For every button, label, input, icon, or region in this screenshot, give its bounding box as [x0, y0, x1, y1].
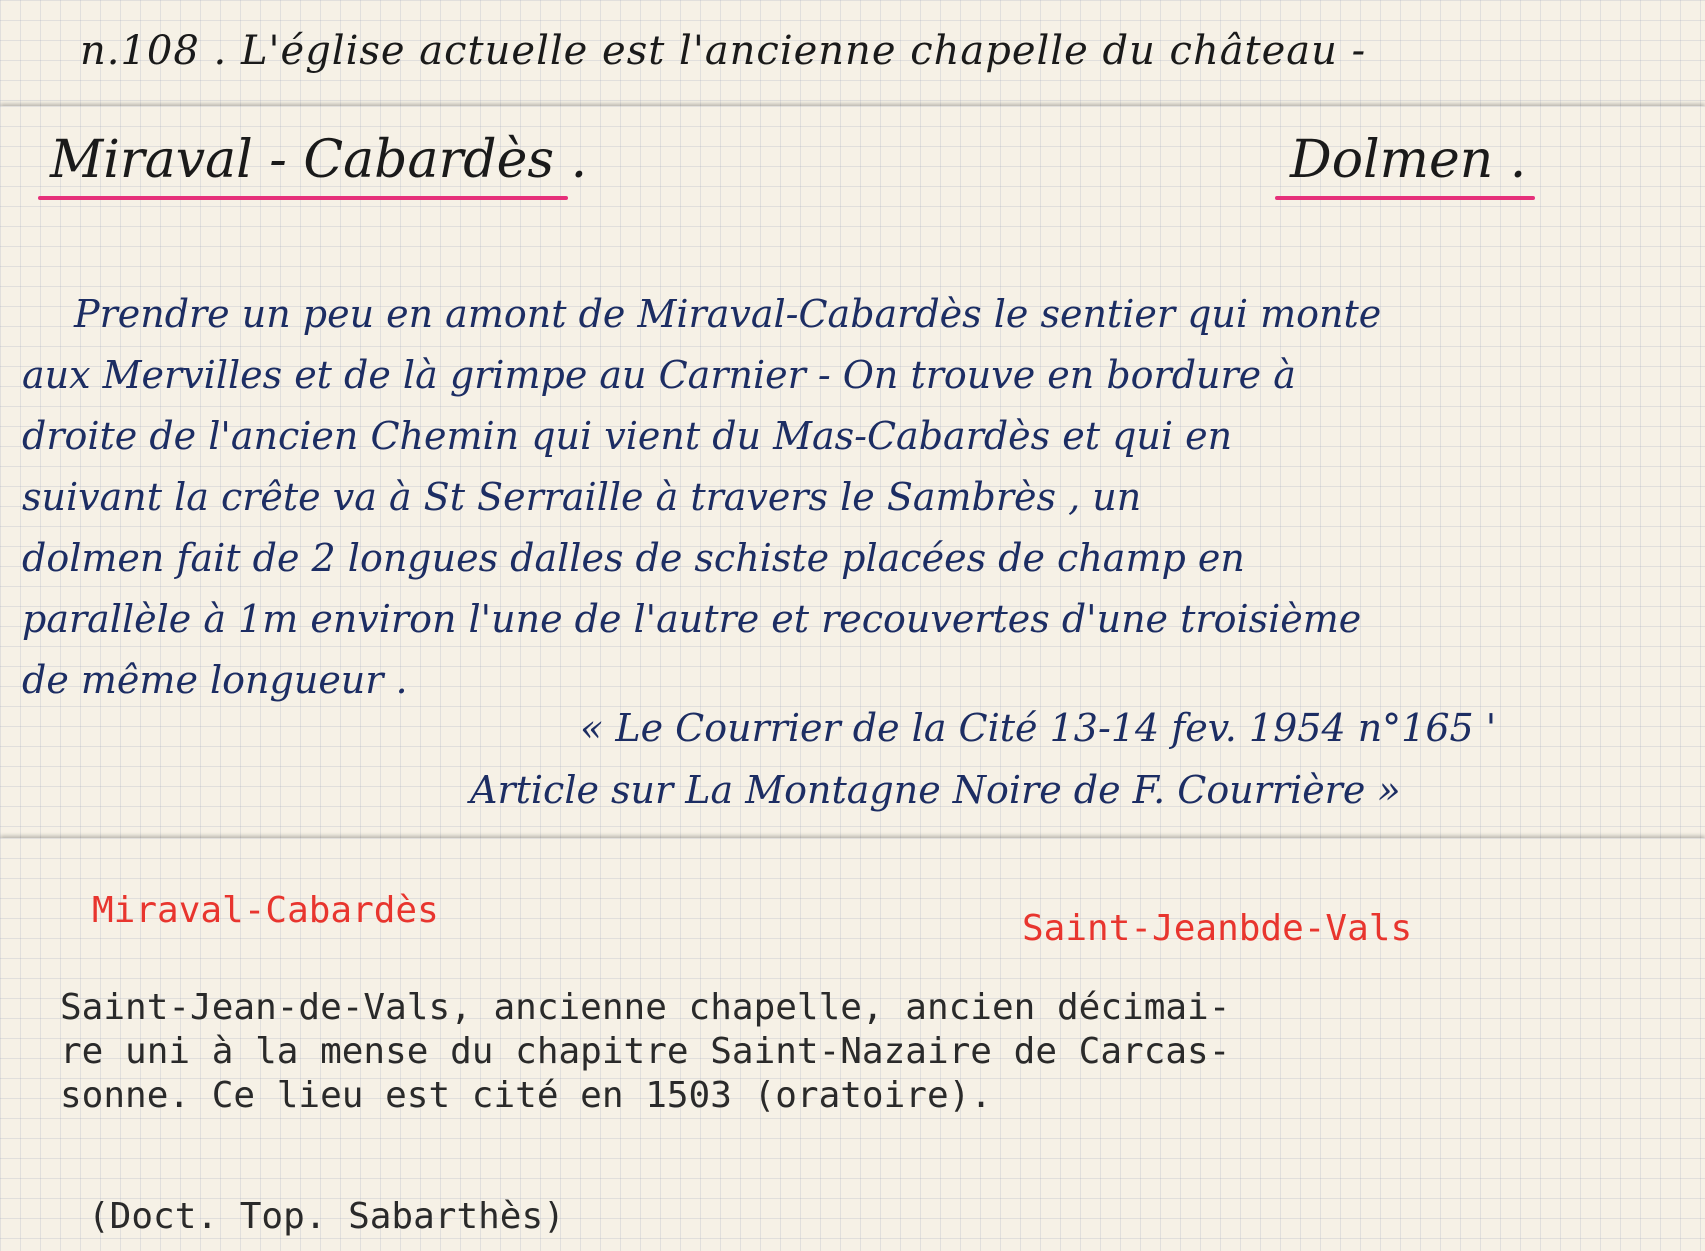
title-underline-left	[38, 196, 568, 200]
card-title-location: Miraval-Cabardès	[92, 890, 439, 931]
description-line: Prendre un peu en amont de Miraval-Cabardès le sentier qui monte	[74, 292, 1382, 336]
typed-line: sonne. Ce lieu est cité en 1503 (oratoire).	[60, 1075, 992, 1116]
handwritten-note-church: n.108 . L'église actuelle est l'ancienne chapelle du château -	[80, 28, 1367, 74]
card-title-subject: Saint-Jeanbde-Vals	[1022, 908, 1413, 949]
description-line: dolmen fait de 2 longues dalles de schiste placées de champ en	[22, 536, 1245, 580]
typed-line: re uni à la mense du chapitre Saint-Nazaire de Carcas-	[60, 1031, 1231, 1072]
citation-newspaper: « Le Courrier de la Cité 13-14 fev. 1954 n°165 '	[580, 706, 1497, 750]
index-card-saint-jean	[0, 838, 1705, 1251]
description-line: droite de l'ancien Chemin qui vient du Mas-Cabardès et qui en	[22, 414, 1233, 458]
description-line: aux Mervilles et de là grimpe au Carnier - On trouve en bordure à	[22, 353, 1296, 397]
citation-article: Article sur La Montagne Noire de F. Courrière »	[470, 768, 1401, 812]
index-card-top	[0, 0, 1705, 112]
typed-line: Saint-Jean-de-Vals, ancienne chapelle, ancien décimai-	[60, 987, 1231, 1028]
dolmen-description	[22, 284, 1682, 711]
source-reference: (Doct. Top. Sabarthès)	[88, 1196, 565, 1237]
description-line: parallèle à 1m environ l'une de l'autre et recouvertes d'une troisième	[22, 597, 1362, 641]
card-title-location: Miraval - Cabardès .	[50, 130, 588, 190]
card-title-subject: Dolmen .	[1290, 130, 1527, 190]
index-card-dolmen	[0, 106, 1705, 846]
description-line: suivant la crête va à St Serraille à travers le Sambrès , un	[22, 475, 1142, 519]
description-line: de même longueur .	[22, 658, 408, 702]
typed-description	[60, 986, 1680, 1118]
title-underline-right	[1275, 196, 1535, 200]
